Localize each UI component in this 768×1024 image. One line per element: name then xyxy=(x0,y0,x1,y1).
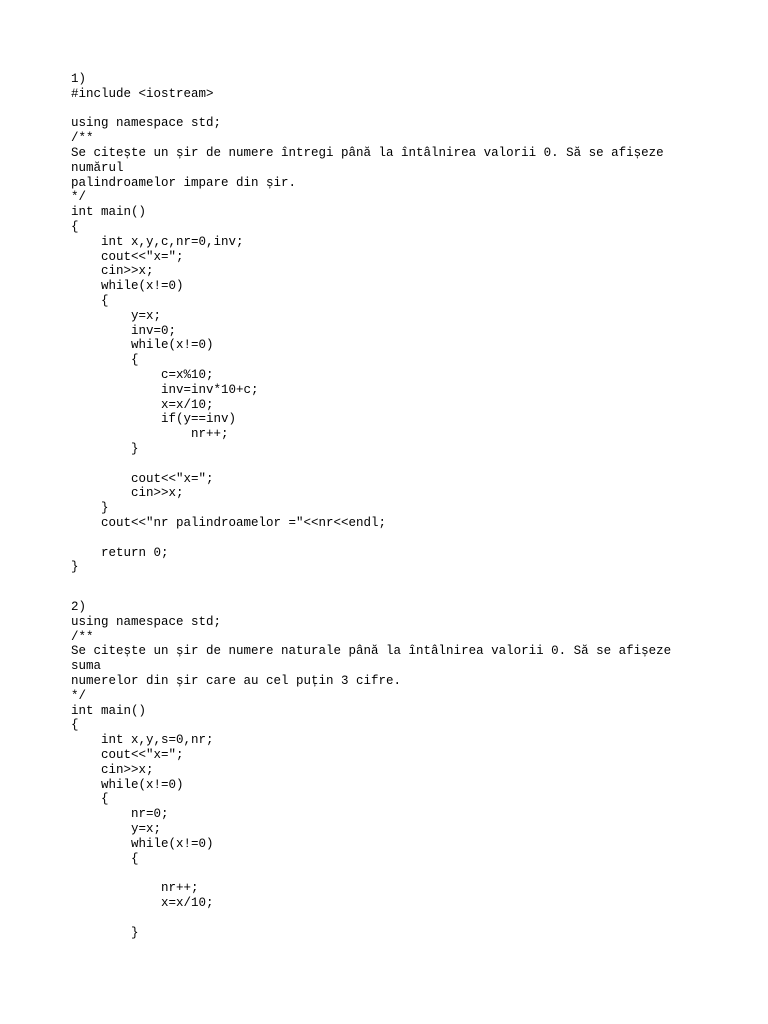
code-line: inv=0; xyxy=(71,323,177,338)
code-line: suma xyxy=(71,659,102,674)
code-line: } xyxy=(71,560,79,575)
code-line: cin>>x; xyxy=(71,264,154,279)
code-line: */ xyxy=(71,688,87,703)
code-line: while(x!=0) xyxy=(71,836,214,851)
code-line: nr++; xyxy=(71,881,199,896)
code-line xyxy=(71,531,761,546)
code-line xyxy=(71,866,761,881)
code-line: nr=0; xyxy=(71,807,169,822)
code-line: numerelor din șir care au cel puțin 3 cifre. xyxy=(71,673,402,688)
code-line: int main() xyxy=(71,205,147,220)
code-line: palindroamelor impare din șir. xyxy=(71,175,297,190)
code-section-2 xyxy=(71,600,761,940)
code-line: #include <iostream> xyxy=(71,86,214,101)
code-line: { xyxy=(71,718,79,733)
code-line: numărul xyxy=(71,160,124,175)
code-line: c=x%10; xyxy=(71,367,214,382)
code-line: int x,y,s=0,nr; xyxy=(71,733,214,748)
code-line: cin>>x; xyxy=(71,762,154,777)
code-line: using namespace std; xyxy=(71,116,222,131)
code-line: cout<<"nr palindroamelor ="<<nr<<endl; xyxy=(71,515,387,530)
code-line xyxy=(71,102,761,117)
code-line: int main() xyxy=(71,703,147,718)
code-line: { xyxy=(71,353,139,368)
code-line: 2) xyxy=(71,600,87,614)
code-line: } xyxy=(71,925,139,940)
code-line: Se citește un șir de numere întregi până la întâlnirea valorii 0. Să se afișeze xyxy=(71,145,664,160)
code-line: while(x!=0) xyxy=(71,338,214,353)
code-line: while(x!=0) xyxy=(71,777,184,792)
code-line: int x,y,c,nr=0,inv; xyxy=(71,234,244,249)
code-line: while(x!=0) xyxy=(71,279,184,294)
code-line: y=x; xyxy=(71,821,162,836)
code-line: } xyxy=(71,501,109,516)
code-line: inv=inv*10+c; xyxy=(71,382,259,397)
code-line: if(y==inv) xyxy=(71,412,237,427)
code-line: } xyxy=(71,441,139,456)
code-line: /** xyxy=(71,629,94,644)
code-line: { xyxy=(71,851,139,866)
code-line: y=x; xyxy=(71,308,162,323)
code-line: cout<<"x="; xyxy=(71,249,184,264)
code-line: */ xyxy=(71,190,87,205)
code-line: x=x/10; xyxy=(71,895,214,910)
code-section-1 xyxy=(71,72,761,575)
code-line: using namespace std; xyxy=(71,614,222,629)
code-line: cout<<"x="; xyxy=(71,471,214,486)
code-line: { xyxy=(71,792,109,807)
code-line: { xyxy=(71,219,79,234)
code-line: cout<<"x="; xyxy=(71,747,184,762)
code-line: 1) xyxy=(71,72,87,86)
code-line: { xyxy=(71,293,109,308)
code-line: Se citește un șir de numere naturale până la întâlnirea valorii 0. Să se afișeze xyxy=(71,644,672,659)
code-line: cin>>x; xyxy=(71,486,184,501)
code-line: /** xyxy=(71,131,94,146)
code-line xyxy=(71,457,761,472)
code-line: nr++; xyxy=(71,427,229,442)
code-line: x=x/10; xyxy=(71,397,214,412)
code-line: return 0; xyxy=(71,545,169,560)
code-line xyxy=(71,911,761,926)
